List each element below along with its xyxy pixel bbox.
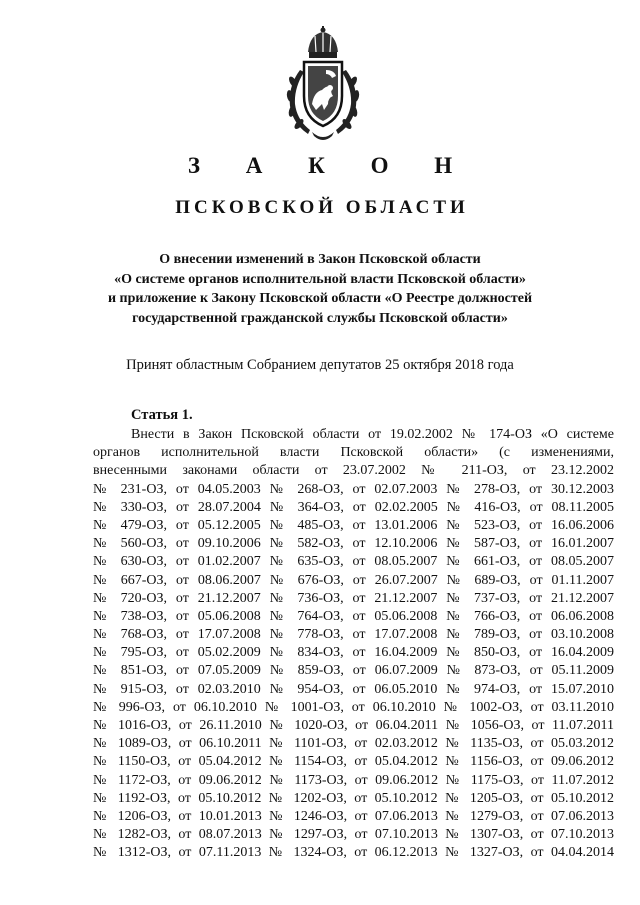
subject-line: «О системе органов исполнительной власти Псковской области» (114, 271, 526, 287)
subject-line: государственной гражданской службы Псковской области» (132, 310, 508, 326)
article-heading: Статья 1. (131, 407, 193, 423)
article-line: № 231-ОЗ, от 04.05.2003 № 268-ОЗ, от 02.07.2003 № 278-ОЗ, от 30.12.2003 (93, 481, 614, 497)
article-line: № 1282-ОЗ, от 08.07.2013 № 1297-ОЗ, от 07.10.2013 № 1307-ОЗ, от 07.10.2013 (93, 827, 614, 843)
crown-icon (308, 26, 338, 58)
article-line: № 330-ОЗ, от 28.07.2004 № 364-ОЗ, от 02.02.2005 № 416-ОЗ, от 08.11.2005 (93, 499, 614, 515)
article-line: № 1089-ОЗ, от 06.10.2011 № 1101-ОЗ, от 02.03.2012 № 1135-ОЗ, от 05.03.2012 (93, 736, 614, 752)
article-line: внесенными законами области от 23.07.2002 № 211-ОЗ, от 23.12.2002 (93, 463, 614, 479)
article-line: № 479-ОЗ, от 05.12.2005 № 485-ОЗ, от 13.01.2006 № 523-ОЗ, от 16.06.2006 (93, 517, 614, 533)
article-line: № 1206-ОЗ, от 10.01.2013 № 1246-ОЗ, от 07.06.2013 № 1279-ОЗ, от 07.06.2013 (93, 808, 614, 824)
adoption-statement: Принят областным Собранием депутатов 25 октября 2018 года (126, 357, 514, 373)
shield-icon (304, 62, 342, 126)
region-title: ПСКОВСКОЙ ОБЛАСТИ (175, 197, 469, 218)
subject-line: О внесении изменений в Закон Псковской области (159, 252, 481, 267)
article-line: № 560-ОЗ, от 09.10.2006 № 582-ОЗ, от 12.10.2006 № 587-ОЗ, от 16.01.2007 (93, 536, 614, 552)
article-line: № 915-ОЗ, от 02.03.2010 № 954-ОЗ, от 06.05.2010 № 974-ОЗ, от 15.07.2010 (93, 681, 614, 697)
law-subject (60, 250, 580, 328)
article-line: № 1172-ОЗ, от 09.06.2012 № 1173-ОЗ, от 09.06.2012 № 1175-ОЗ, от 11.07.2012 (93, 772, 614, 788)
article-line: № 738-ОЗ, от 05.06.2008 № 764-ОЗ, от 05.06.2008 № 766-ОЗ, от 06.06.2008 (93, 608, 614, 624)
article-line: № 1016-ОЗ, от 26.11.2010 № 1020-ОЗ, от 06.04.2011 № 1056-ОЗ, от 11.07.2011 (93, 718, 614, 733)
article-line: Внести в Закон Псковской области от 19.02.2002 № 174-ОЗ «О системе (131, 427, 614, 442)
article-body (93, 426, 614, 863)
article-line: № 630-ОЗ, от 01.02.2007 № 635-ОЗ, от 08.05.2007 № 661-ОЗ, от 08.05.2007 (93, 554, 614, 570)
law-title: З А К О Н (187, 153, 473, 178)
article-line: № 667-ОЗ, от 08.06.2007 № 676-ОЗ, от 26.07.2007 № 689-ОЗ, от 01.11.2007 (93, 572, 614, 588)
article-line: № 768-ОЗ, от 17.07.2008 № 778-ОЗ, от 17.07.2008 № 789-ОЗ, от 03.10.2008 (93, 627, 614, 643)
article-line: № 996-ОЗ, от 06.10.2010 № 1001-ОЗ, от 06.10.2010 № 1002-ОЗ, от 03.11.2010 (93, 699, 614, 715)
article-line: № 1312-ОЗ, от 07.11.2013 № 1324-ОЗ, от 06.12.2013 № 1327-ОЗ, от 04.04.2014 (93, 845, 614, 861)
article-line: № 1150-ОЗ, от 05.04.2012 № 1154-ОЗ, от 05.04.2012 № 1156-ОЗ, от 09.06.2012 (93, 754, 614, 770)
article-line: № 795-ОЗ, от 05.02.2009 № 834-ОЗ, от 16.04.2009 № 850-ОЗ, от 16.04.2009 (93, 645, 614, 661)
article-line: органов исполнительной власти Псковской области» (с изменениями, (93, 445, 614, 461)
coat-of-arms-icon (284, 26, 362, 144)
article-line: № 720-ОЗ, от 21.12.2007 № 736-ОЗ, от 21.12.2007 № 737-ОЗ, от 21.12.2007 (93, 590, 614, 606)
article-line: № 851-ОЗ, от 07.05.2009 № 859-ОЗ, от 06.07.2009 № 873-ОЗ, от 05.11.2009 (93, 663, 614, 679)
subject-line: и приложение к Закону Псковской области «О Реестре должностей (107, 291, 533, 306)
article-line: № 1192-ОЗ, от 05.10.2012 № 1202-ОЗ, от 05.10.2012 № 1205-ОЗ, от 05.10.2012 (93, 790, 614, 806)
